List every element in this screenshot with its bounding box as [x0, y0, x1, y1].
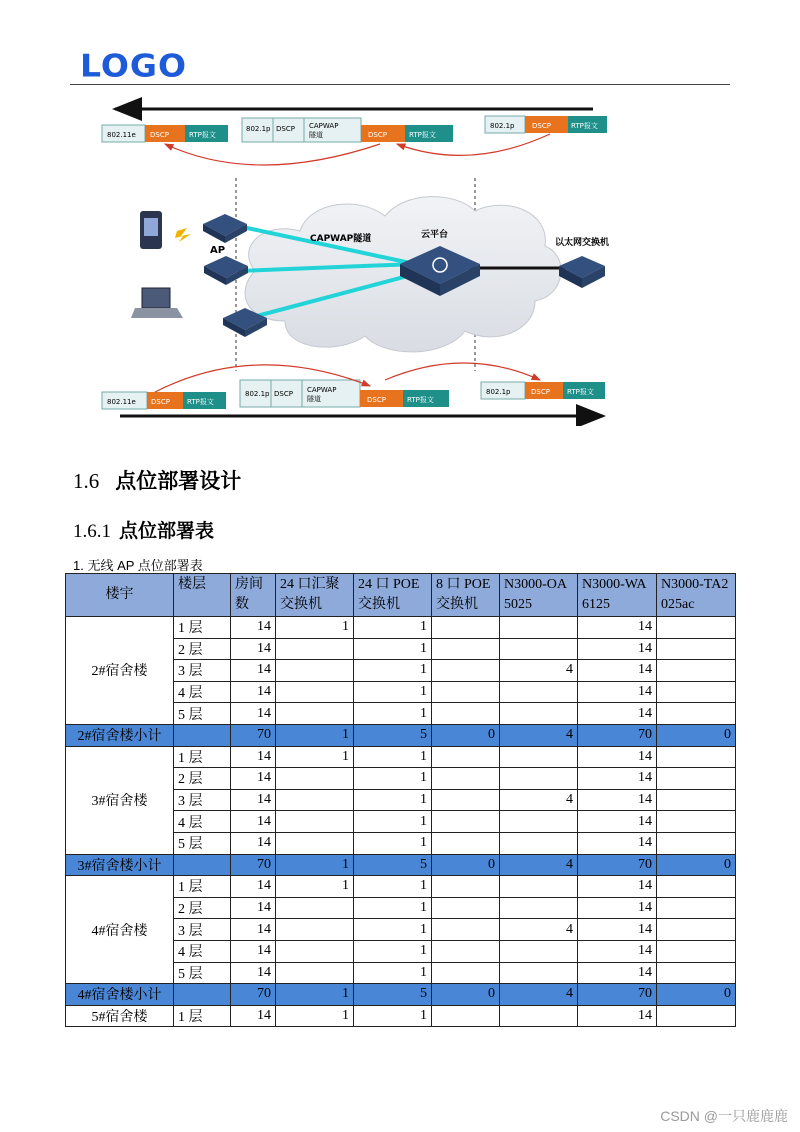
value-cell: 14 — [578, 940, 657, 962]
value-cell: 14 — [578, 660, 657, 682]
value-cell — [276, 832, 354, 854]
subtotal-value: 1 — [276, 854, 354, 876]
subtotal-row — [66, 724, 736, 746]
value-cell — [657, 832, 736, 854]
value-cell — [657, 638, 736, 660]
top-arc-left — [165, 144, 380, 165]
value-cell — [657, 746, 736, 768]
value-cell — [500, 638, 578, 660]
value-cell: 1 — [276, 617, 354, 639]
value-cell: 4 — [500, 660, 578, 682]
subtotal-row — [66, 984, 736, 1006]
top-left-80211e: 802.11e — [107, 131, 136, 139]
value-cell: 14 — [578, 789, 657, 811]
subtotal-value: 70 — [578, 854, 657, 876]
svg-text:RTP报文: RTP报文 — [571, 122, 598, 130]
svg-text:CAPWAP: CAPWAP — [307, 386, 337, 394]
subtotal-value: 1 — [276, 724, 354, 746]
value-cell — [432, 811, 500, 833]
ap-deployment-table — [65, 573, 736, 1027]
subtotal-value — [174, 724, 231, 746]
value-cell: 4 — [500, 919, 578, 941]
svg-text:DSCP: DSCP — [368, 131, 387, 139]
header-floor: 楼层 — [174, 574, 231, 617]
svg-text:DSCP: DSCP — [151, 398, 170, 406]
value-cell: 14 — [231, 681, 276, 703]
table-header-row — [66, 574, 736, 617]
value-cell: 14 — [231, 768, 276, 790]
ap-label: AP — [210, 245, 226, 256]
value-cell — [432, 1005, 500, 1027]
value-cell — [432, 789, 500, 811]
floor-cell: 1 层 — [174, 1005, 231, 1027]
value-cell: 14 — [231, 638, 276, 660]
value-cell: 1 — [354, 617, 432, 639]
subtotal-value: 1 — [276, 984, 354, 1006]
value-cell — [276, 660, 354, 682]
value-cell — [657, 660, 736, 682]
value-cell — [432, 703, 500, 725]
building-cell: 2#宿舍楼 — [66, 617, 174, 725]
table-row — [66, 876, 736, 898]
floor-cell: 2 层 — [174, 638, 231, 660]
value-cell: 1 — [276, 1005, 354, 1027]
value-cell — [657, 789, 736, 811]
value-cell — [432, 660, 500, 682]
section-title: 点位部署设计 — [115, 469, 242, 493]
header-ta2025ac: N3000-TA2025ac — [657, 574, 736, 617]
building-cell: 5#宿舍楼 — [66, 1005, 174, 1027]
value-cell: 14 — [578, 1005, 657, 1027]
ethernet-switch-device — [559, 256, 605, 288]
value-cell: 14 — [231, 789, 276, 811]
value-cell: 14 — [578, 832, 657, 854]
value-cell — [276, 789, 354, 811]
floor-cell: 3 层 — [174, 789, 231, 811]
value-cell — [500, 876, 578, 898]
svg-text:DSCP: DSCP — [532, 122, 551, 130]
top-frame-right — [485, 116, 607, 133]
top-frame-left — [102, 125, 228, 142]
value-cell: 14 — [578, 638, 657, 660]
subtotal-value: 70 — [578, 724, 657, 746]
subtotal-value: 4 — [500, 724, 578, 746]
svg-text:802.1p: 802.1p — [246, 125, 271, 133]
value-cell: 1 — [354, 746, 432, 768]
subtotal-label: 4#宿舍楼小计 — [66, 984, 174, 1006]
value-cell: 4 — [500, 789, 578, 811]
floor-cell: 5 层 — [174, 962, 231, 984]
svg-text:RTP报文: RTP报文 — [409, 131, 436, 139]
bottom-frame-left — [102, 392, 226, 409]
top-frame-middle — [242, 118, 453, 142]
value-cell: 1 — [354, 681, 432, 703]
ap-device-2 — [204, 256, 248, 285]
value-cell — [432, 876, 500, 898]
value-cell: 1 — [354, 876, 432, 898]
value-cell: 14 — [578, 703, 657, 725]
value-cell: 14 — [231, 832, 276, 854]
subtotal-value — [174, 854, 231, 876]
section-number: 1.6 — [73, 469, 100, 493]
value-cell: 14 — [231, 617, 276, 639]
value-cell — [276, 962, 354, 984]
value-cell — [500, 746, 578, 768]
value-cell — [657, 962, 736, 984]
svg-text:DSCP: DSCP — [274, 390, 293, 398]
subtotal-value: 0 — [657, 724, 736, 746]
svg-text:隧道: 隧道 — [309, 131, 323, 139]
subtotal-value: 70 — [231, 984, 276, 1006]
value-cell: 1 — [276, 876, 354, 898]
header-24-poe-switch: 24 口 POE 交换机 — [354, 574, 432, 617]
watermark: CSDN @一只鹿鹿鹿 — [660, 1108, 788, 1124]
svg-text:802.1p: 802.1p — [245, 390, 270, 398]
floor-cell: 1 层 — [174, 617, 231, 639]
header-wa6125: N3000-WA6125 — [578, 574, 657, 617]
floor-cell: 4 层 — [174, 940, 231, 962]
table-row — [66, 746, 736, 768]
building-cell: 4#宿舍楼 — [66, 876, 174, 984]
value-cell: 1 — [354, 768, 432, 790]
value-cell: 1 — [354, 832, 432, 854]
header-rooms: 房间数 — [231, 574, 276, 617]
value-cell — [276, 897, 354, 919]
svg-text:802.11e: 802.11e — [107, 398, 136, 406]
subtotal-row — [66, 854, 736, 876]
value-cell — [657, 1005, 736, 1027]
lightning-icon — [175, 228, 191, 242]
value-cell: 14 — [578, 617, 657, 639]
subtotal-value: 4 — [500, 854, 578, 876]
value-cell — [276, 919, 354, 941]
bottom-frame-right — [481, 382, 605, 399]
svg-text:802.1p: 802.1p — [486, 388, 511, 396]
value-cell: 1 — [354, 962, 432, 984]
svg-text:隧道: 隧道 — [307, 395, 321, 403]
subtotal-value: 70 — [231, 724, 276, 746]
value-cell — [276, 681, 354, 703]
subtotal-value: 5 — [354, 854, 432, 876]
value-cell: 14 — [578, 897, 657, 919]
value-cell — [500, 681, 578, 703]
subtotal-value: 4 — [500, 984, 578, 1006]
subtotal-value: 0 — [432, 984, 500, 1006]
value-cell — [432, 638, 500, 660]
value-cell — [657, 703, 736, 725]
value-cell: 14 — [578, 876, 657, 898]
value-cell — [432, 768, 500, 790]
floor-cell: 1 层 — [174, 746, 231, 768]
value-cell — [432, 919, 500, 941]
subtotal-value: 70 — [578, 984, 657, 1006]
value-cell — [657, 940, 736, 962]
cloud-label: 云平台 — [421, 230, 449, 240]
subtotal-value: 5 — [354, 984, 432, 1006]
header-oa5025: N3000-OA5025 — [500, 574, 578, 617]
floor-cell: 2 层 — [174, 897, 231, 919]
value-cell: 14 — [231, 919, 276, 941]
value-cell — [500, 940, 578, 962]
bottom-frame-middle — [240, 380, 449, 407]
value-cell: 14 — [578, 962, 657, 984]
value-cell: 14 — [578, 746, 657, 768]
svg-text:DSCP: DSCP — [150, 131, 169, 139]
switch-label: 以太网交换机 — [555, 238, 610, 248]
value-cell — [276, 940, 354, 962]
value-cell: 1 — [354, 638, 432, 660]
floor-cell: 2 层 — [174, 768, 231, 790]
value-cell: 1 — [354, 703, 432, 725]
value-cell — [500, 1005, 578, 1027]
value-cell — [500, 811, 578, 833]
svg-text:DSCP: DSCP — [276, 125, 295, 133]
floor-cell: 4 层 — [174, 811, 231, 833]
floor-cell: 5 层 — [174, 832, 231, 854]
svg-text:RTP报文: RTP报文 — [567, 388, 594, 396]
svg-text:RTP报文: RTP报文 — [187, 398, 214, 406]
header-divider — [70, 84, 730, 85]
value-cell: 1 — [354, 811, 432, 833]
phone-icon — [140, 211, 162, 249]
value-cell — [432, 962, 500, 984]
svg-text:CAPWAP: CAPWAP — [309, 122, 339, 130]
value-cell: 14 — [231, 940, 276, 962]
value-cell — [500, 768, 578, 790]
subtotal-value: 0 — [432, 724, 500, 746]
value-cell — [657, 876, 736, 898]
value-cell — [500, 897, 578, 919]
value-cell — [657, 919, 736, 941]
value-cell — [432, 940, 500, 962]
value-cell: 1 — [354, 660, 432, 682]
value-cell: 14 — [578, 681, 657, 703]
floor-cell: 1 层 — [174, 876, 231, 898]
svg-text:802.1p: 802.1p — [490, 122, 515, 130]
header-24-agg-switch: 24 口汇聚交换机 — [276, 574, 354, 617]
value-cell: 1 — [354, 940, 432, 962]
value-cell: 1 — [354, 897, 432, 919]
value-cell — [432, 897, 500, 919]
header-building: 楼宇 — [66, 574, 174, 617]
value-cell — [500, 617, 578, 639]
svg-text:DSCP: DSCP — [531, 388, 550, 396]
value-cell — [657, 811, 736, 833]
value-cell: 14 — [231, 1005, 276, 1027]
value-cell: 14 — [231, 876, 276, 898]
subsection-heading — [73, 516, 214, 543]
value-cell — [276, 703, 354, 725]
qos-network-diagram — [95, 96, 615, 426]
subtotal-value — [174, 984, 231, 1006]
subtotal-value: 70 — [231, 854, 276, 876]
header-8-poe-switch: 8 口 POE 交换机 — [432, 574, 500, 617]
value-cell — [657, 897, 736, 919]
value-cell — [276, 811, 354, 833]
value-cell — [657, 617, 736, 639]
value-cell: 14 — [578, 811, 657, 833]
floor-cell: 5 层 — [174, 703, 231, 725]
value-cell — [500, 832, 578, 854]
bottom-arc-right — [385, 363, 540, 380]
value-cell: 14 — [578, 919, 657, 941]
value-cell: 14 — [231, 811, 276, 833]
value-cell: 14 — [231, 897, 276, 919]
floor-cell: 4 层 — [174, 681, 231, 703]
subtotal-label: 2#宿舍楼小计 — [66, 724, 174, 746]
logo: LOGO — [80, 46, 188, 85]
table-row — [66, 617, 736, 639]
value-cell: 1 — [354, 789, 432, 811]
floor-cell: 3 层 — [174, 919, 231, 941]
value-cell: 14 — [578, 768, 657, 790]
svg-text:RTP报文: RTP报文 — [189, 131, 216, 139]
value-cell — [500, 703, 578, 725]
subtotal-label: 3#宿舍楼小计 — [66, 854, 174, 876]
value-cell — [432, 832, 500, 854]
value-cell: 1 — [276, 746, 354, 768]
subtotal-value: 0 — [432, 854, 500, 876]
svg-text:RTP报文: RTP报文 — [407, 396, 434, 404]
value-cell — [432, 617, 500, 639]
value-cell — [276, 768, 354, 790]
value-cell — [500, 962, 578, 984]
subsection-title: 点位部署表 — [119, 521, 215, 542]
subtotal-value: 0 — [657, 984, 736, 1006]
value-cell: 1 — [354, 1005, 432, 1027]
table-row — [66, 1005, 736, 1027]
tunnel-label: CAPWAP隧道 — [310, 234, 372, 244]
subtotal-value: 0 — [657, 854, 736, 876]
svg-text:DSCP: DSCP — [367, 396, 386, 404]
value-cell: 14 — [231, 746, 276, 768]
value-cell — [657, 681, 736, 703]
value-cell — [432, 681, 500, 703]
subtotal-value: 5 — [354, 724, 432, 746]
ap-device-1 — [203, 214, 247, 243]
section-heading — [73, 465, 241, 495]
value-cell — [432, 746, 500, 768]
building-cell: 3#宿舍楼 — [66, 746, 174, 854]
value-cell: 1 — [354, 919, 432, 941]
value-cell — [657, 768, 736, 790]
value-cell — [276, 638, 354, 660]
subsection-number: 1.6.1 — [73, 521, 111, 542]
floor-cell: 3 层 — [174, 660, 231, 682]
table-body — [66, 617, 736, 1027]
value-cell: 14 — [231, 703, 276, 725]
value-cell: 14 — [231, 660, 276, 682]
laptop-icon — [131, 288, 183, 318]
table-caption: 1. 无线 AP 点位部署表 — [73, 558, 203, 573]
value-cell: 14 — [231, 962, 276, 984]
